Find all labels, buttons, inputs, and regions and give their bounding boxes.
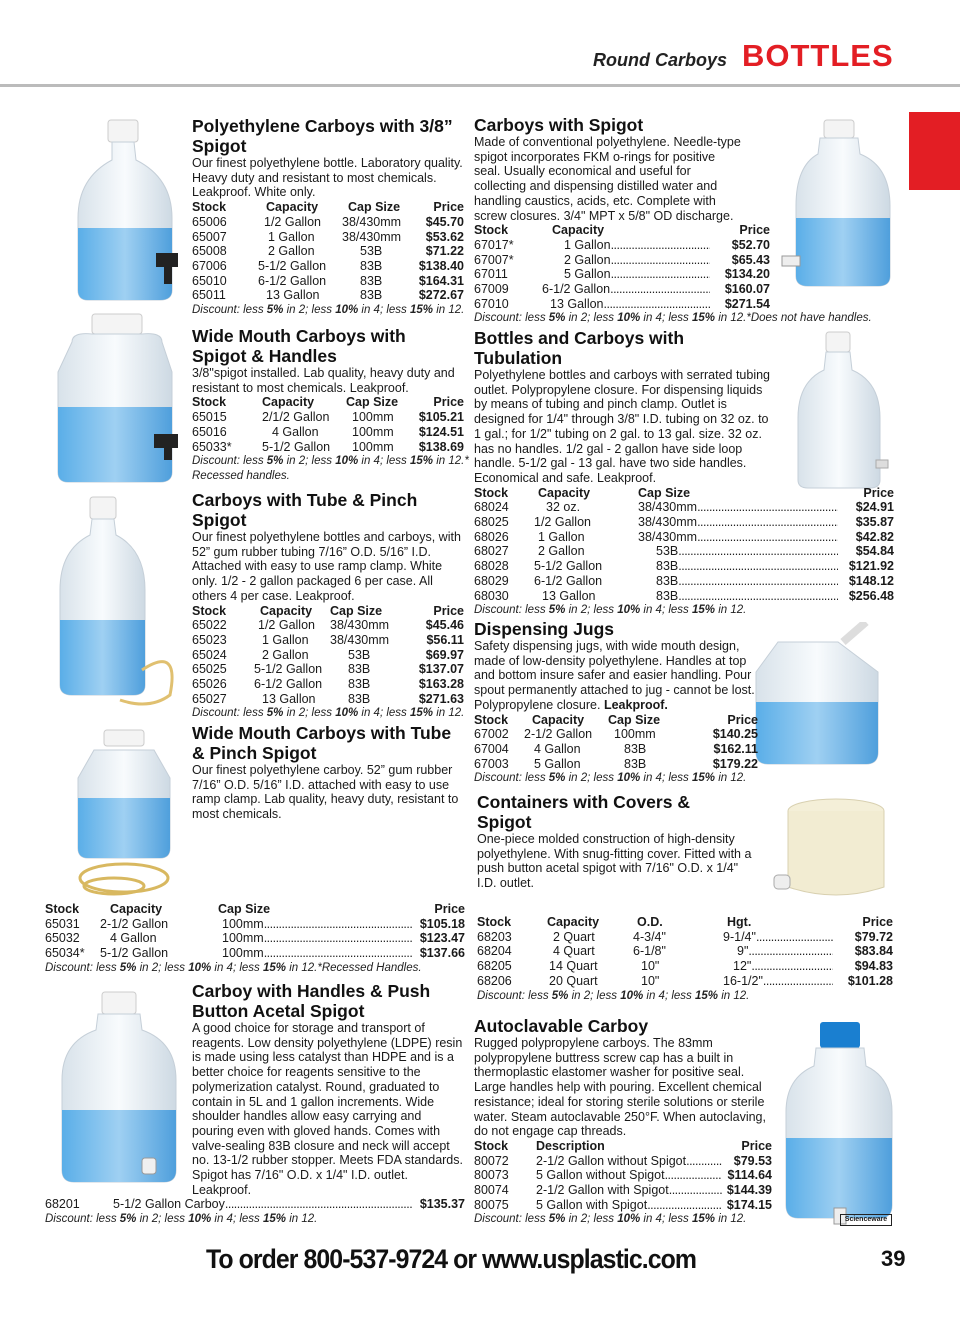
table-row: 65007 1 Gallon 38/430mm $53.62 [192, 229, 464, 244]
col-capacity: Capacity [266, 200, 319, 215]
table-row: 80073 5 Gallon without Spigot ..... $114.64 [474, 1168, 772, 1183]
table-row: 65023 1 Gallon 38/430mm $56.11 [192, 632, 464, 647]
col-capsize: Cap Size [330, 603, 383, 618]
section-title: Carboys with Spigot [474, 115, 644, 135]
table-row: 65025 5-1/2 Gallon 83B $137.07 [192, 662, 464, 677]
table-row: 68206 20 Quart 10" 16-1/2" ..... $101.28 [477, 974, 893, 989]
section-title: Dispensing Jugs [474, 619, 615, 639]
col-capsize: Cap Size [346, 395, 399, 410]
section-description: Rugged polypropylene carboys. The 83mm polypropylene buttress screw cap has a built in thermoplastic elastomer washer for positive seal. Large handles help with pouring. Excellent chemical resistance; ideal for storing sterile solutions or sterile water. Steam autoclavable 250°F. When autoclaving, do not engage cap threads. [474, 1036, 766, 1139]
section-title: Bottles and Carboys with Tubulation [474, 328, 685, 368]
table-row: 67011 5 Gallon ..... $134.20 [474, 267, 770, 282]
table-row: 68029 6-1/2 Gallon 83B ..... $148.12 [474, 574, 894, 589]
table-row: 65008 2 Gallon 53B $71.22 [192, 244, 464, 259]
col-height: Hgt. [727, 915, 752, 929]
col-stock: Stock [192, 200, 227, 215]
section-tube-pinch-spigot [192, 490, 464, 721]
discount-note: Discount: less 5% in 2; less 10% in 4; less 15% in 12.* [192, 455, 469, 468]
price-table [192, 395, 464, 454]
price-table [477, 915, 893, 989]
autoclavable-carboy-image [780, 1020, 898, 1230]
header-rule [0, 84, 960, 87]
col-capacity: Capacity [260, 603, 313, 618]
table-row: 65010 6-1/2 Gallon 83B $164.31 [192, 273, 464, 288]
discount-note: Discount: less 5% in 2; less 10% in 4; less 15% in 12. [192, 707, 465, 720]
discount-note: Discount: less 5% in 2; less 10% in 4; less 15% in 12.*Does not have handles. [474, 312, 872, 325]
page-number: 39 [881, 1246, 906, 1271]
section-description: 3/8"spigot installed. Lab quality, heavy duty and resistant to most chemicals. Leakproof. [192, 366, 455, 395]
price-table [192, 604, 464, 707]
col-stock: Stock [192, 395, 227, 410]
section-description: Our finest polyethylene carboy. 52” gum rubber 7/16” O.D. 5/16” I.D. attached with easy to use ramp clamp. Lab quality, heavy duty, resistant to most chemicals. [192, 763, 459, 822]
section-description: Our finest polyethylene bottles and carboys, with 52” gum rubber tubing 7/16” O.D. 5/16” I.D. Attached with easy to use ramp clamp. White only. 1/2 - 2 gallon packaged 6 per case. All others 4 per case. Leakproof. [192, 530, 461, 603]
table-row: 68204 4 Quart 6-1/8" 9" ..... $83.84 [477, 944, 893, 959]
table-row: 65027 13 Gallon 83B $271.63 [192, 691, 464, 706]
order-footer: To order 800-537-9724 or www.usplastic.com [206, 1244, 697, 1274]
table-row: 67007* 2 Gallon ..... $65.43 [474, 253, 770, 268]
table-row: 68201 5-1/2 Gallon Carboy ..... $135.37 [45, 1197, 465, 1212]
col-price: Price [739, 223, 770, 238]
wide-mouth-carboy-image [52, 312, 182, 487]
price-table [45, 1197, 465, 1212]
section-description: One-piece molded construction of high-density polyethylene. With snug-fitting cover. Fitted with a push button acetal spigot with 7/16" O.D. x 1/4" I.D. outlet. [477, 832, 752, 891]
col-capacity: Capacity [552, 223, 605, 238]
scienceware-logo: Scienceware [840, 1214, 892, 1226]
page-title: BOTTLES [742, 38, 894, 73]
col-stock: Stock [474, 485, 509, 500]
section-title: Wide Mouth Carboys with Spigot & Handles [192, 326, 406, 366]
red-tab-marker [909, 112, 960, 190]
discount-note-2: Recessed handles. [192, 469, 290, 482]
table-row: 65011 13 Gallon 83B $272.67 [192, 288, 464, 303]
table-row: 65015 2/1/2 Gallon 100mm $105.21 [192, 410, 464, 425]
table-row: 67009 6-1/2 Gallon ..... $160.07 [474, 282, 770, 297]
table-row: 68027 2 Gallon 53B ..... $54.84 [474, 544, 894, 559]
section-polyethylene-carboys [192, 116, 464, 318]
col-capsize: Cap Size [608, 712, 661, 727]
carboy-with-spigot-image [780, 118, 898, 288]
table-row: 65006 1/2 Gallon 38/430mm $45.70 [192, 214, 464, 229]
col-price: Price [433, 200, 464, 215]
col-capacity: Capacity [538, 485, 591, 500]
col-capacity: Capacity [110, 902, 163, 916]
section-description: A good choice for storage and transport of reagents. Low density polyethylene (LDPE) resin is made using less catalyst than HDPE and is a better choice for reagents sensitive to the polymerization catalyst. Round, graduated to contain in 5L and 1 gallon increments. Wide shoulder handles allow easy carrying and pouring even with gloved hands. Comes with valve-sealing 83B closure and neck will accept no. 13-1/2 rubber stopper. Meets FDA standards. Spigot has 7/16" O.D. x 1/4" I.D. outlet. Leakproof. [192, 1021, 463, 1197]
section-containers-covers [477, 792, 767, 891]
table-row: 67010 13 Gallon ..... $271.54 [474, 297, 770, 312]
section-title: Containers with Covers & Spigot [477, 792, 690, 832]
discount-note: Discount: less 5% in 2; less 10% in 4; less 15% in 12. [474, 772, 747, 785]
table-row: 65022 1/2 Gallon 38/430mm $45.46 [192, 618, 464, 633]
discount-note: Discount: less 5% in 2; less 10% in 4; less 15% in 12. [192, 304, 465, 317]
price-table [192, 200, 464, 303]
carboy-spigot-image [72, 118, 182, 303]
table-row: 65026 6-1/2 Gallon 83B $163.28 [192, 677, 464, 692]
table-row: 68205 14 Quart 10" 12" ..... $94.83 [477, 959, 893, 974]
section-wide-mouth-tube-pinch [192, 723, 464, 822]
section-dispensing-jugs [474, 619, 758, 786]
discount-note: Discount: less 5% in 2; less 10% in 4; less 15% in 12. [474, 604, 747, 617]
col-capacity: Capacity [532, 712, 585, 727]
section-wide-mouth-carboys [192, 326, 469, 484]
section-subtitle: Round Carboys [593, 50, 728, 70]
col-capsize: Cap Size [218, 902, 271, 916]
table-row: 65024 2 Gallon 53B $69.97 [192, 647, 464, 662]
section-title: Wide Mouth Carboys with Tube & Pinch Spigot [192, 723, 452, 763]
col-capsize: Cap Size [638, 485, 691, 500]
col-price: Price [434, 902, 465, 916]
section-description: Made of conventional polyethylene. Needle-type spigot incorporates FKM o-rings for positive seal. Usually economical and useful for collecting and dispensing distilled water and handling caustics, acids, etc. Complete with screw closures. 3/4" MPT x 5/8" OD discharge. [474, 135, 741, 223]
price-table [474, 1139, 772, 1213]
section-tubulation [474, 328, 894, 618]
price-table [474, 223, 770, 311]
section-acetal-spigot-carboy [192, 981, 464, 1197]
table-row: 67017* 1 Gallon ..... $52.70 [474, 238, 770, 253]
section-title: Polyethylene Carboys with 3/8” Spigot [192, 116, 453, 156]
col-stock: Stock [474, 223, 509, 238]
table-row: 67004 4 Gallon 83B $162.11 [474, 741, 758, 756]
tube-pinch-carboy-image [50, 495, 185, 715]
table-row: 80074 2-1/2 Gallon with Spigot ..... $144.39 [474, 1183, 772, 1198]
price-table [474, 486, 894, 604]
table-row: 68025 1/2 Gallon 38/430mm ..... $35.87 [474, 515, 894, 530]
col-price: Price [741, 1138, 772, 1153]
discount-note: Discount: less 5% in 2; less 10% in 4; less 15% in 12. [474, 1213, 747, 1226]
col-description: Description [536, 1138, 605, 1153]
container-cover-image [772, 795, 890, 905]
section-description: Our finest polyethylene bottle. Laboratory quality. Heavy duty and resistant to most chemicals. Leakproof. White only. [192, 156, 463, 200]
col-price: Price [433, 603, 464, 618]
section-containers-covers-table [477, 915, 893, 1003]
table-row: 65016 4 Gallon 100mm $124.51 [192, 424, 464, 439]
table-row: 67003 5 Gallon 83B $179.22 [474, 756, 758, 771]
table-row: 65031 2-1/2 Gallon 100mm ..... $105.18 [45, 917, 465, 932]
col-stock: Stock [474, 1138, 509, 1153]
col-price: Price [863, 485, 894, 500]
section-title: Autoclavable Carboy [474, 1016, 649, 1036]
col-capacity: Capacity [262, 395, 315, 410]
col-od: O.D. [637, 915, 663, 929]
table-row: 68203 2 Quart 4-3/4" 9-1/4" ..... $79.72 [477, 930, 893, 945]
col-stock: Stock [474, 712, 509, 727]
col-price: Price [433, 395, 464, 410]
col-price: Price [727, 712, 758, 727]
section-acetal-spigot-table [45, 1197, 465, 1226]
wide-mouth-tube-carboy-image [74, 728, 182, 898]
section-description: Polyethylene bottles and carboys with serrated tubing outlet. Polypropylene closure. For dispensing liquids by means of tubing and pinch clamp. Outlet is designed for 1/4" through 3/8" I.D. tubing on 32 oz. to 1 gal.; for 1/2" tubing on 2 gal. to 13 gal. size. 32 oz. has no handles. 1/2 gal - 2 gallon have side loop handle. 5-1/2 gal - 13 gal. have two side handles. Economical and safe. Leakproof. [474, 368, 771, 485]
col-stock: Stock [192, 603, 227, 618]
table-row: 67002 2-1/2 Gallon 100mm $140.25 [474, 727, 758, 742]
table-row: 68024 32 oz. 38/430mm ..... $24.91 [474, 500, 894, 515]
acetal-spigot-carboy-image [58, 990, 183, 1190]
section-description: Safety dispensing jugs, with wide mouth design, made of low-density polyethylene. Handles at top and bottom insure safer and easier handling. Pour spout permanently attached to jug - cannot be lost. Polypropylene closure. [474, 639, 755, 712]
price-table [474, 713, 758, 772]
table-row: 68028 5-1/2 Gallon 83B ..... $121.92 [474, 559, 894, 574]
discount-note: Discount: less 5% in 2; less 10% in 4; less 15% in 12. [477, 989, 750, 1002]
table-row: 65033* 5-1/2 Gallon 100mm $138.69 [192, 439, 464, 454]
section-autoclavable-carboy [474, 1016, 772, 1227]
section-title: Carboy with Handles & Push Button Acetal Spigot [192, 981, 431, 1021]
table-row: 68030 13 Gallon 83B ..... $256.48 [474, 589, 894, 604]
section-title: Carboys with Tube & Pinch Spigot [192, 490, 418, 530]
dispensing-jug-image [748, 622, 898, 772]
section-wide-mouth-tube-pinch-table [45, 902, 465, 976]
table-row: 65032 4 Gallon 100mm ..... $123.47 [45, 931, 465, 946]
col-price: Price [862, 915, 893, 929]
section-carboys-with-spigot [474, 115, 872, 326]
col-stock: Stock [45, 902, 80, 916]
col-stock: Stock [477, 915, 512, 929]
discount-note: Discount: less 5% in 2; less 10% in 4; less 15% in 12. [45, 1212, 318, 1225]
table-row: 68026 1 Gallon 38/430mm ..... $42.82 [474, 530, 894, 545]
col-capsize: Cap Size [348, 200, 401, 215]
table-row: 80075 5 Gallon with Spigot ..... $174.15 [474, 1198, 772, 1213]
price-table [45, 902, 465, 961]
table-row: 65034* 5-1/2 Gallon 100mm ..... $137.66 [45, 946, 465, 961]
leakproof-label: Leakproof. [603, 697, 668, 712]
table-row: 80072 2-1/2 Gallon without Spigot ..... $79.53 [474, 1154, 772, 1169]
discount-note: Discount: less 5% in 2; less 10% in 4; less 15% in 12.*Recessed Handles. [45, 961, 422, 974]
col-capacity: Capacity [547, 915, 600, 929]
table-row: 67006 5-1/2 Gallon 83B $138.40 [192, 258, 464, 273]
